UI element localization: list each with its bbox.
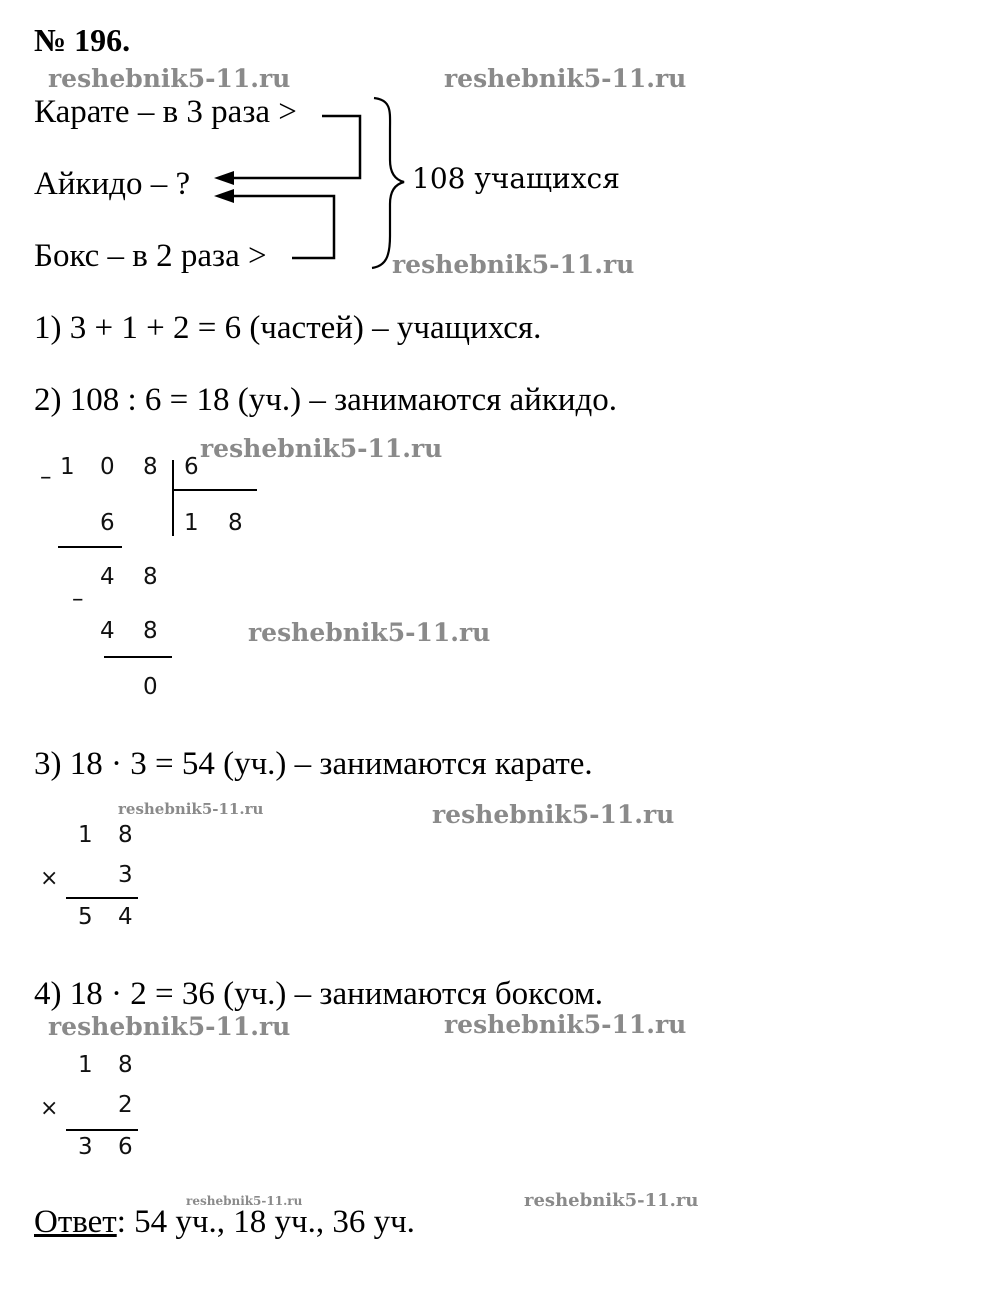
- mult1-result-digit: 4: [118, 904, 133, 930]
- step-2: 2) 108 : 6 = 18 (уч.) – занимаются айкидо.: [34, 382, 618, 418]
- watermark: reshebnik5-11.ru: [444, 1010, 687, 1039]
- division-minus: –: [72, 586, 84, 612]
- scheme-box: Бокс – в 2 раза >: [34, 238, 267, 274]
- remainder-1-digit: 8: [143, 564, 158, 590]
- mult1-b: 3: [118, 862, 133, 888]
- answer: [34, 1204, 415, 1241]
- mult2-result-digit: 3: [78, 1134, 93, 1160]
- quotient-digit: 8: [228, 510, 243, 536]
- mult2-sign: ×: [40, 1096, 59, 1121]
- watermark: reshebnik5-11.ru: [48, 64, 291, 93]
- mult1-a-digit: 8: [118, 822, 133, 848]
- mult1-a-digit: 1: [78, 822, 93, 848]
- quotient-digit: 1: [184, 510, 199, 536]
- mult1-result-digit: 5: [78, 904, 93, 930]
- watermark: reshebnik5-11.ru: [392, 250, 635, 279]
- scheme-arrows: [232, 116, 360, 258]
- watermark: reshebnik5-11.ru: [524, 1190, 699, 1211]
- mult2-a-digit: 1: [78, 1052, 93, 1078]
- dividend-digit: 8: [143, 454, 158, 480]
- watermark: reshebnik5-11.ru: [186, 1194, 303, 1208]
- subtrahend-1: 6: [100, 510, 115, 536]
- dividend-digit: 0: [100, 454, 115, 480]
- arrow-head-lower: [214, 189, 234, 203]
- division-minus: –: [40, 464, 52, 490]
- arrow-head-upper: [214, 171, 234, 185]
- curly-brace: [372, 98, 404, 268]
- watermark: reshebnik5-11.ru: [200, 434, 443, 463]
- watermark: reshebnik5-11.ru: [248, 618, 491, 647]
- step-3: 3) 18 · 3 = 54 (уч.) – занимаются карате.: [34, 746, 593, 782]
- dividend-digit: 1: [60, 454, 75, 480]
- scheme-total: 108 учащихся: [412, 162, 620, 195]
- watermark: reshebnik5-11.ru: [118, 800, 264, 818]
- mult2-result-digit: 6: [118, 1134, 133, 1160]
- watermark: reshebnik5-11.ru: [432, 800, 675, 829]
- step-4: 4) 18 · 2 = 36 (уч.) – занимаются боксом.: [34, 976, 603, 1012]
- remainder-1-digit: 4: [100, 564, 115, 590]
- divisor: 6: [184, 454, 199, 480]
- answer-label: Ответ: [34, 1204, 117, 1240]
- subtrahend-2-digit: 4: [100, 618, 115, 644]
- mult2-b: 2: [118, 1092, 133, 1118]
- watermark: reshebnik5-11.ru: [48, 1012, 291, 1041]
- mult1-sign: ×: [40, 866, 59, 891]
- scheme-aikido: Айкидо – ?: [34, 166, 191, 202]
- problem-number: № 196.: [34, 22, 131, 58]
- subtrahend-2-digit: 8: [143, 618, 158, 644]
- step-1: 1) 3 + 1 + 2 = 6 (частей) – учащихся.: [34, 310, 542, 346]
- mult2-a-digit: 8: [118, 1052, 133, 1078]
- answer-text: : 54 уч., 18 уч., 36 уч.: [116, 1204, 415, 1240]
- scheme-karate: Карате – в 3 раза >: [34, 94, 297, 130]
- karate-arrow-line: [232, 116, 360, 178]
- final-remainder: 0: [143, 674, 158, 700]
- watermark: reshebnik5-11.ru: [444, 64, 687, 93]
- box-arrow-line: [232, 196, 334, 258]
